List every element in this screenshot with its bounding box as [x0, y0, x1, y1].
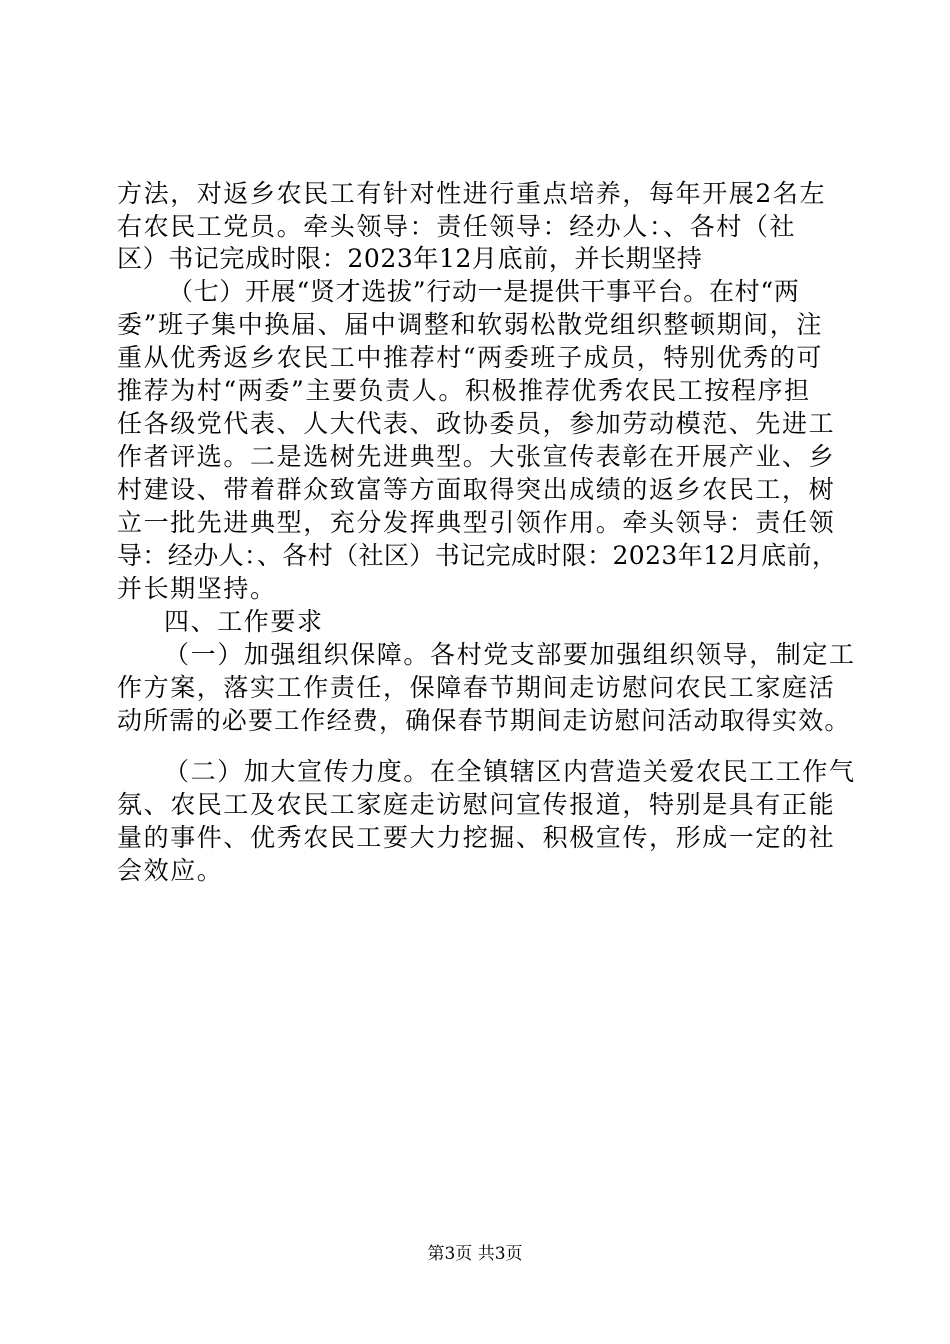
page-number-footer: 第3页 共3页 [427, 1244, 523, 1264]
body-text-line: 作方案，落实工作责任，保障春节期间走访慰问农民工家庭活 [117, 673, 836, 702]
body-text-line: 右农民工党员。牵头领导：责任领导：经办人：、各村（社 [117, 212, 797, 241]
body-text-line: 动所需的必要工作经费，确保春节期间走访慰问活动取得实效。 [117, 706, 851, 735]
body-text-line: 会效应。 [117, 856, 224, 885]
paragraph-heading-line: （二）加大宣传力度。在全镇辖区内营造关爱农民工工作气 [164, 757, 856, 786]
body-text-line: 区）书记完成时限：2023年12月底前，并长期坚持 [117, 244, 703, 273]
body-text-line: 推荐为村“两委”主要负责人。积极推荐优秀农民工按程序担 [117, 376, 811, 405]
paragraph-heading-line: （七）开展“贤才选拔”行动一是提供干事平台。在村“两 [168, 277, 800, 306]
paragraph-heading-line: （一）加强组织保障。各村党支部要加强组织领导，制定工 [164, 640, 856, 669]
body-text-line: 导：经办人：、各村（社区）书记完成时限：2023年12月底前， [117, 541, 838, 570]
body-text-line: 重从优秀返乡农民工中推荐村“两委班子成员，特别优秀的可 [117, 343, 823, 372]
body-text-line: 村建设、带着群众致富等方面取得突出成绩的返乡农民工，树 [117, 475, 836, 504]
body-text-line: 并长期坚持。 [117, 574, 277, 603]
body-text-line: 量的事件、优秀农民工要大力挖掘、积极宣传，形成一定的社 [117, 823, 836, 852]
body-text-line: 氛、农民工及农民工家庭走访慰问宣传报道，特别是具有正能 [117, 790, 836, 819]
section-heading: 四、工作要求 [164, 607, 324, 636]
body-text-line: 立一批先进典型，充分发挥典型引领作用。牵头领导：责任领 [117, 508, 836, 537]
body-text-line: 作者评选。二是选树先进典型。大张宣传表彰在开展产业、乡 [117, 442, 836, 471]
body-text-line: 方法，对返乡农民工有针对性进行重点培养，每年开展2名左 [117, 179, 827, 208]
body-text-line: 委”班子集中换届、届中调整和软弱松散党组织整顿期间，注 [117, 310, 823, 339]
body-text-line: 任各级党代表、人大代表、政协委员，参加劳动模范、先进工 [117, 409, 836, 438]
